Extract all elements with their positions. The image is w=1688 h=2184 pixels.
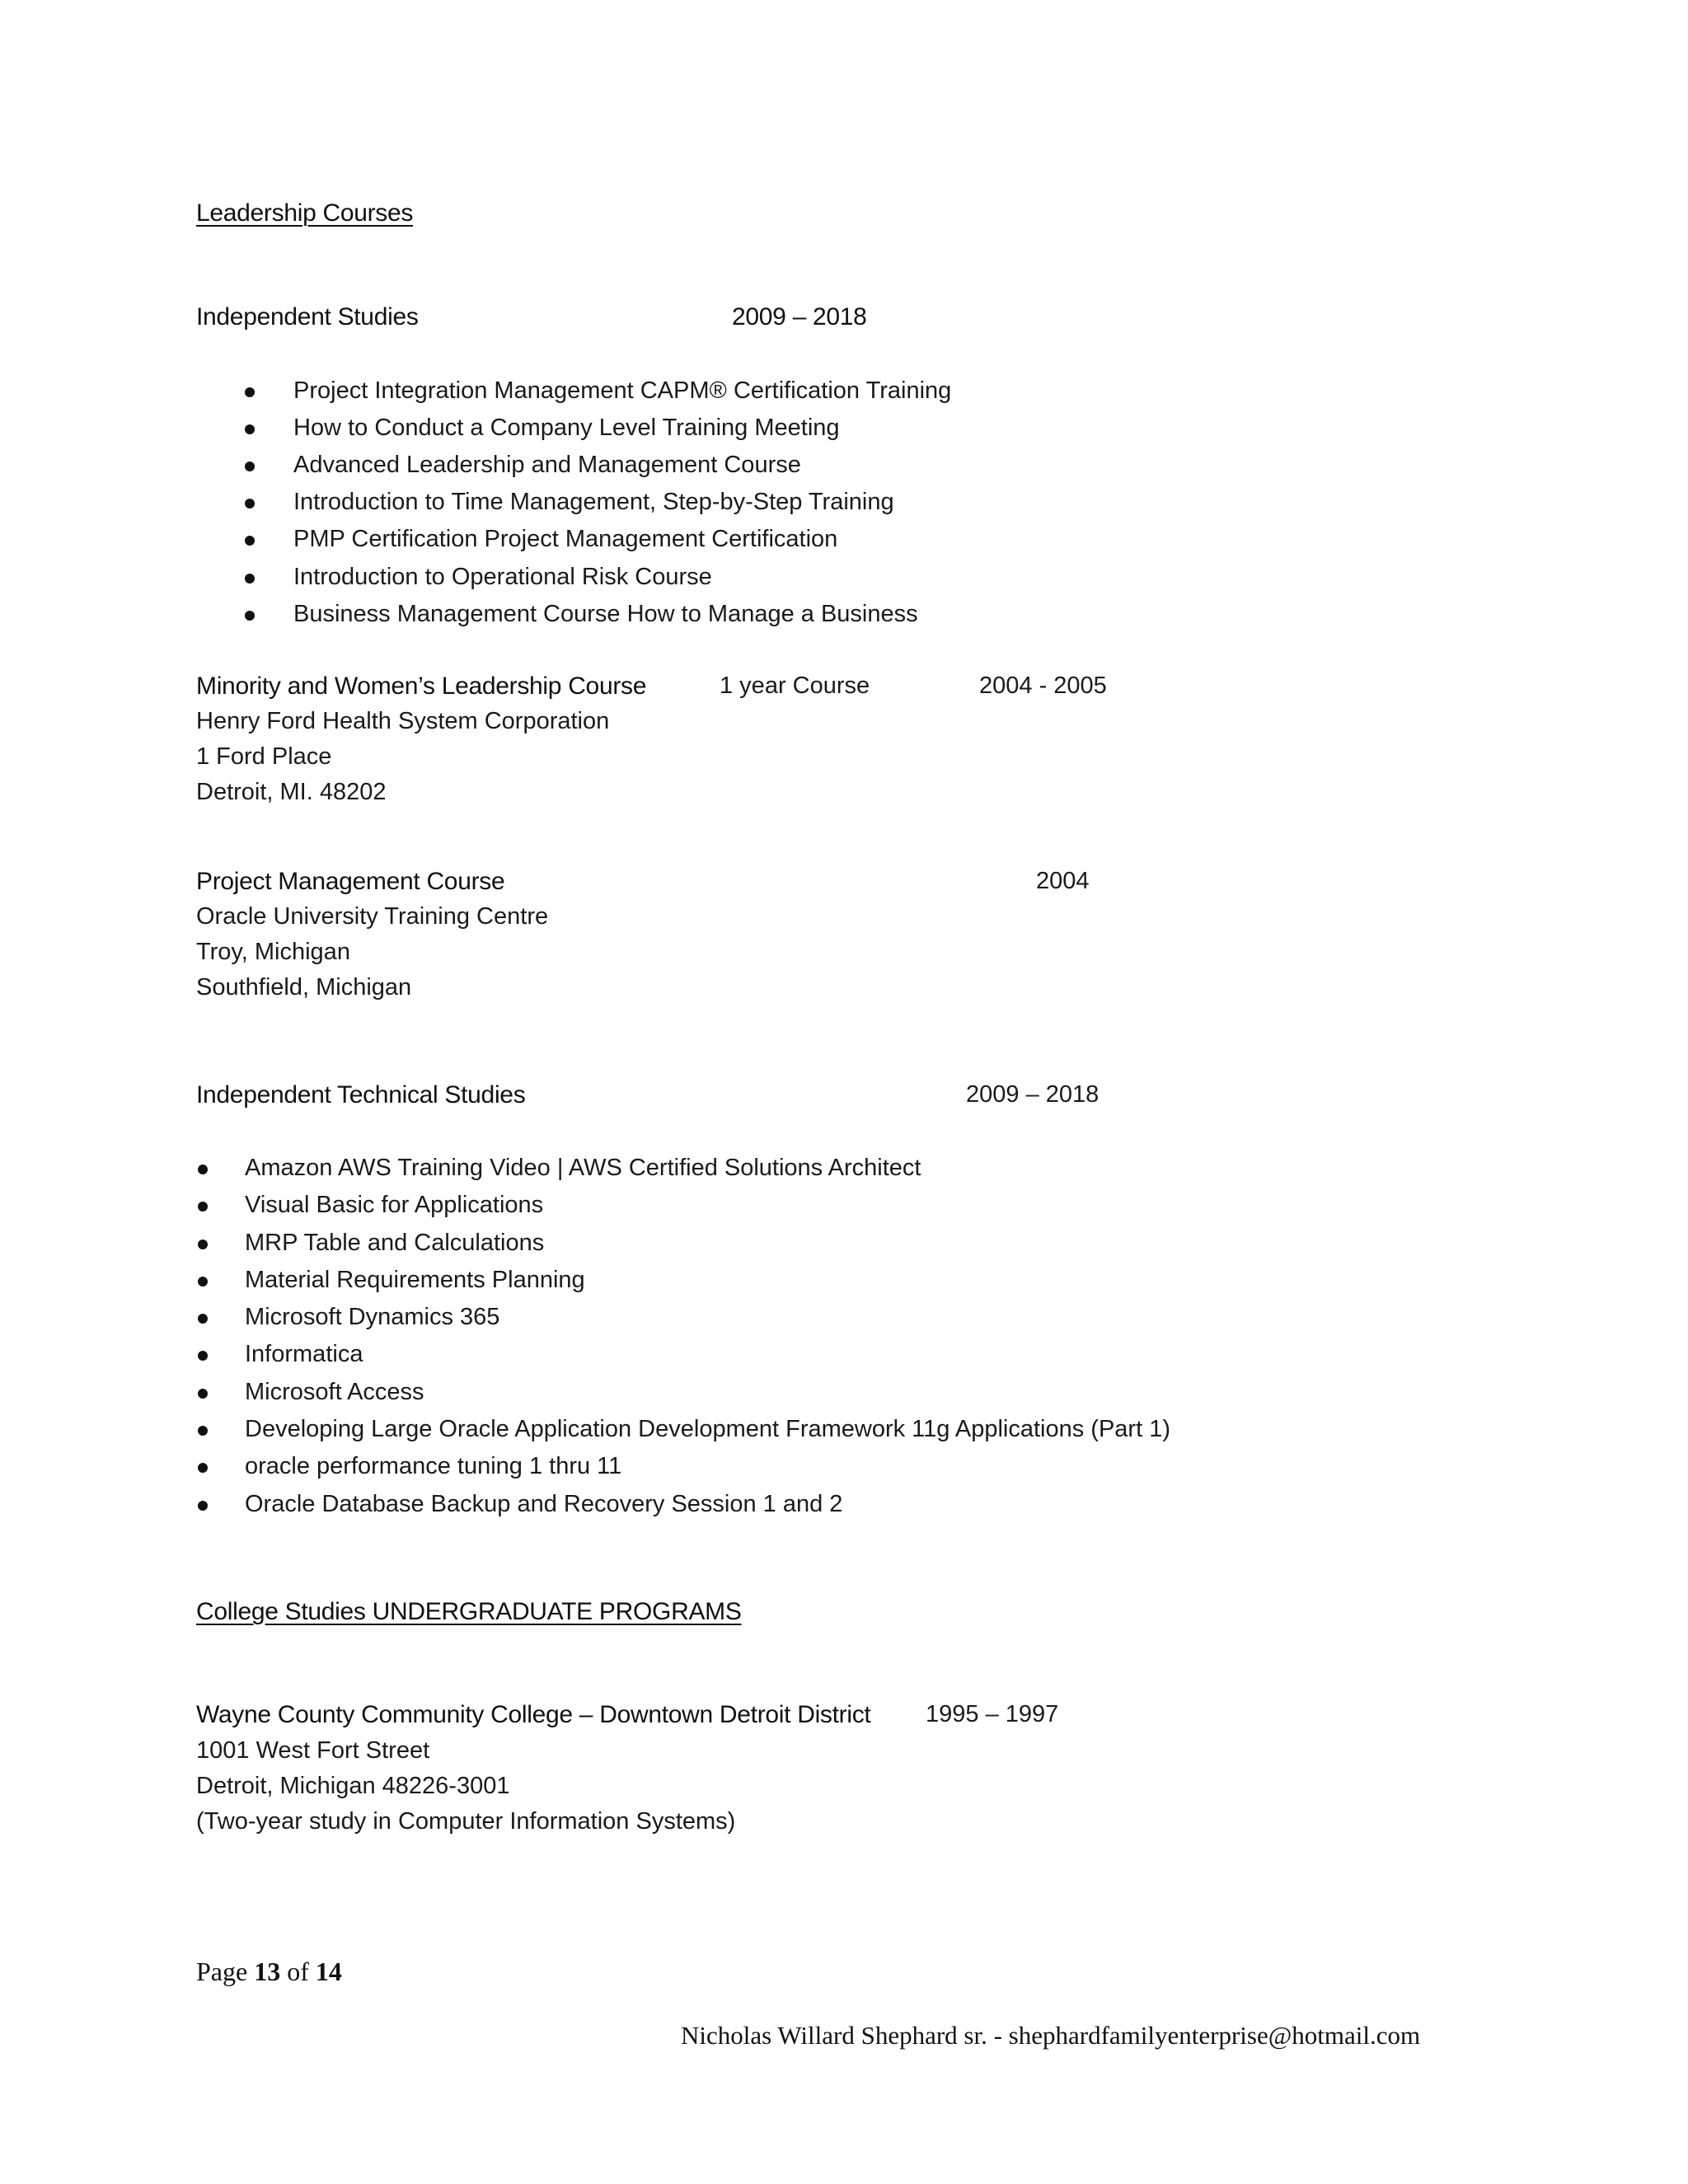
minority-course-title: Minority and Women’s Leadership Course [196, 673, 647, 700]
independent-studies-title: Independent Studies [196, 303, 419, 330]
college-title: Wayne County Community College – Downtown Detroit District [196, 1701, 871, 1728]
list-item: Business Management Course How to Manage a Business [293, 601, 918, 627]
bullet-icon [245, 499, 255, 509]
list-item: Microsoft Dynamics 365 [245, 1304, 500, 1330]
page-current: 13 [254, 1957, 281, 1986]
list-item: Oracle Database Backup and Recovery Session 1 and 2 [245, 1491, 843, 1517]
list-item: oracle performance tuning 1 thru 11 [245, 1453, 622, 1479]
technical-studies-years: 2009 – 2018 [966, 1081, 1100, 1108]
list-item: Amazon AWS Training Video | AWS Certified Solutions Architect [245, 1155, 921, 1181]
list-item: Developing Large Oracle Application Development Framework 11g Applications (Part 1) [245, 1416, 1170, 1442]
page-number [196, 1958, 342, 1985]
college-address1: 1001 West Fort Street [196, 1737, 430, 1764]
bullet-icon [198, 1314, 208, 1324]
minority-course-years: 2004 - 2005 [979, 673, 1107, 699]
bullet-icon [198, 1351, 208, 1361]
minority-course-address1: 1 Ford Place [196, 743, 332, 770]
list-item: PMP Certification Project Management Certification [293, 526, 838, 552]
bullet-icon [245, 611, 255, 621]
list-item: Project Integration Management CAPM® Certification Training [293, 377, 952, 404]
bullet-icon [198, 1277, 208, 1286]
list-item: How to Conduct a Company Level Training Meeting [293, 415, 840, 441]
pm-course-location2: Southfield, Michigan [196, 974, 412, 1001]
technical-studies-title: Independent Technical Studies [196, 1081, 526, 1108]
bullet-icon [198, 1463, 208, 1473]
list-item: Advanced Leadership and Management Course [293, 452, 801, 478]
list-item: Informatica [245, 1341, 363, 1367]
list-item: Visual Basic for Applications [245, 1192, 544, 1218]
bullet-icon [198, 1501, 208, 1511]
page-of-word: of [287, 1957, 309, 1986]
list-item: Introduction to Operational Risk Course [293, 564, 712, 590]
bullet-icon [245, 536, 255, 546]
footer-contact: Nicholas Willard Shephard sr. - shephardfamilyenterprise@hotmail.com [681, 2021, 1421, 2050]
bullet-icon [198, 1426, 208, 1436]
list-item: Introduction to Time Management, Step-by-Step Training [293, 489, 894, 515]
bullet-icon [245, 424, 255, 434]
leadership-courses-heading: Leadership Courses [196, 199, 414, 227]
list-item: MRP Table and Calculations [245, 1230, 545, 1256]
pm-course-year: 2004 [1036, 868, 1090, 894]
college-note: (Two-year study in Computer Information Systems) [196, 1808, 736, 1835]
bullet-icon [198, 1202, 208, 1212]
pm-course-location1: Troy, Michigan [196, 939, 350, 965]
list-item: Material Requirements Planning [245, 1267, 585, 1293]
minority-course-org: Henry Ford Health System Corporation [196, 708, 610, 734]
pm-course-title: Project Management Course [196, 868, 505, 895]
bullet-icon [198, 1165, 208, 1174]
bullet-icon [245, 574, 255, 583]
independent-studies-years: 2009 – 2018 [732, 303, 867, 330]
bullet-icon [245, 387, 255, 397]
college-years: 1995 – 1997 [926, 1701, 1059, 1727]
bullet-icon [198, 1389, 208, 1399]
college-studies-heading: College Studies UNDERGRADUATE PROGRAMS [196, 1598, 742, 1625]
bullet-icon [245, 462, 255, 471]
college-address2: Detroit, Michigan 48226-3001 [196, 1773, 510, 1799]
bullet-icon [198, 1240, 208, 1249]
pm-course-org: Oracle University Training Centre [196, 903, 549, 930]
minority-course-address2: Detroit, MI. 48202 [196, 779, 387, 805]
page-word: Page [196, 1957, 248, 1986]
minority-course-duration: 1 year Course [720, 673, 870, 699]
list-item: Microsoft Access [245, 1379, 424, 1405]
page-total: 14 [315, 1957, 342, 1986]
